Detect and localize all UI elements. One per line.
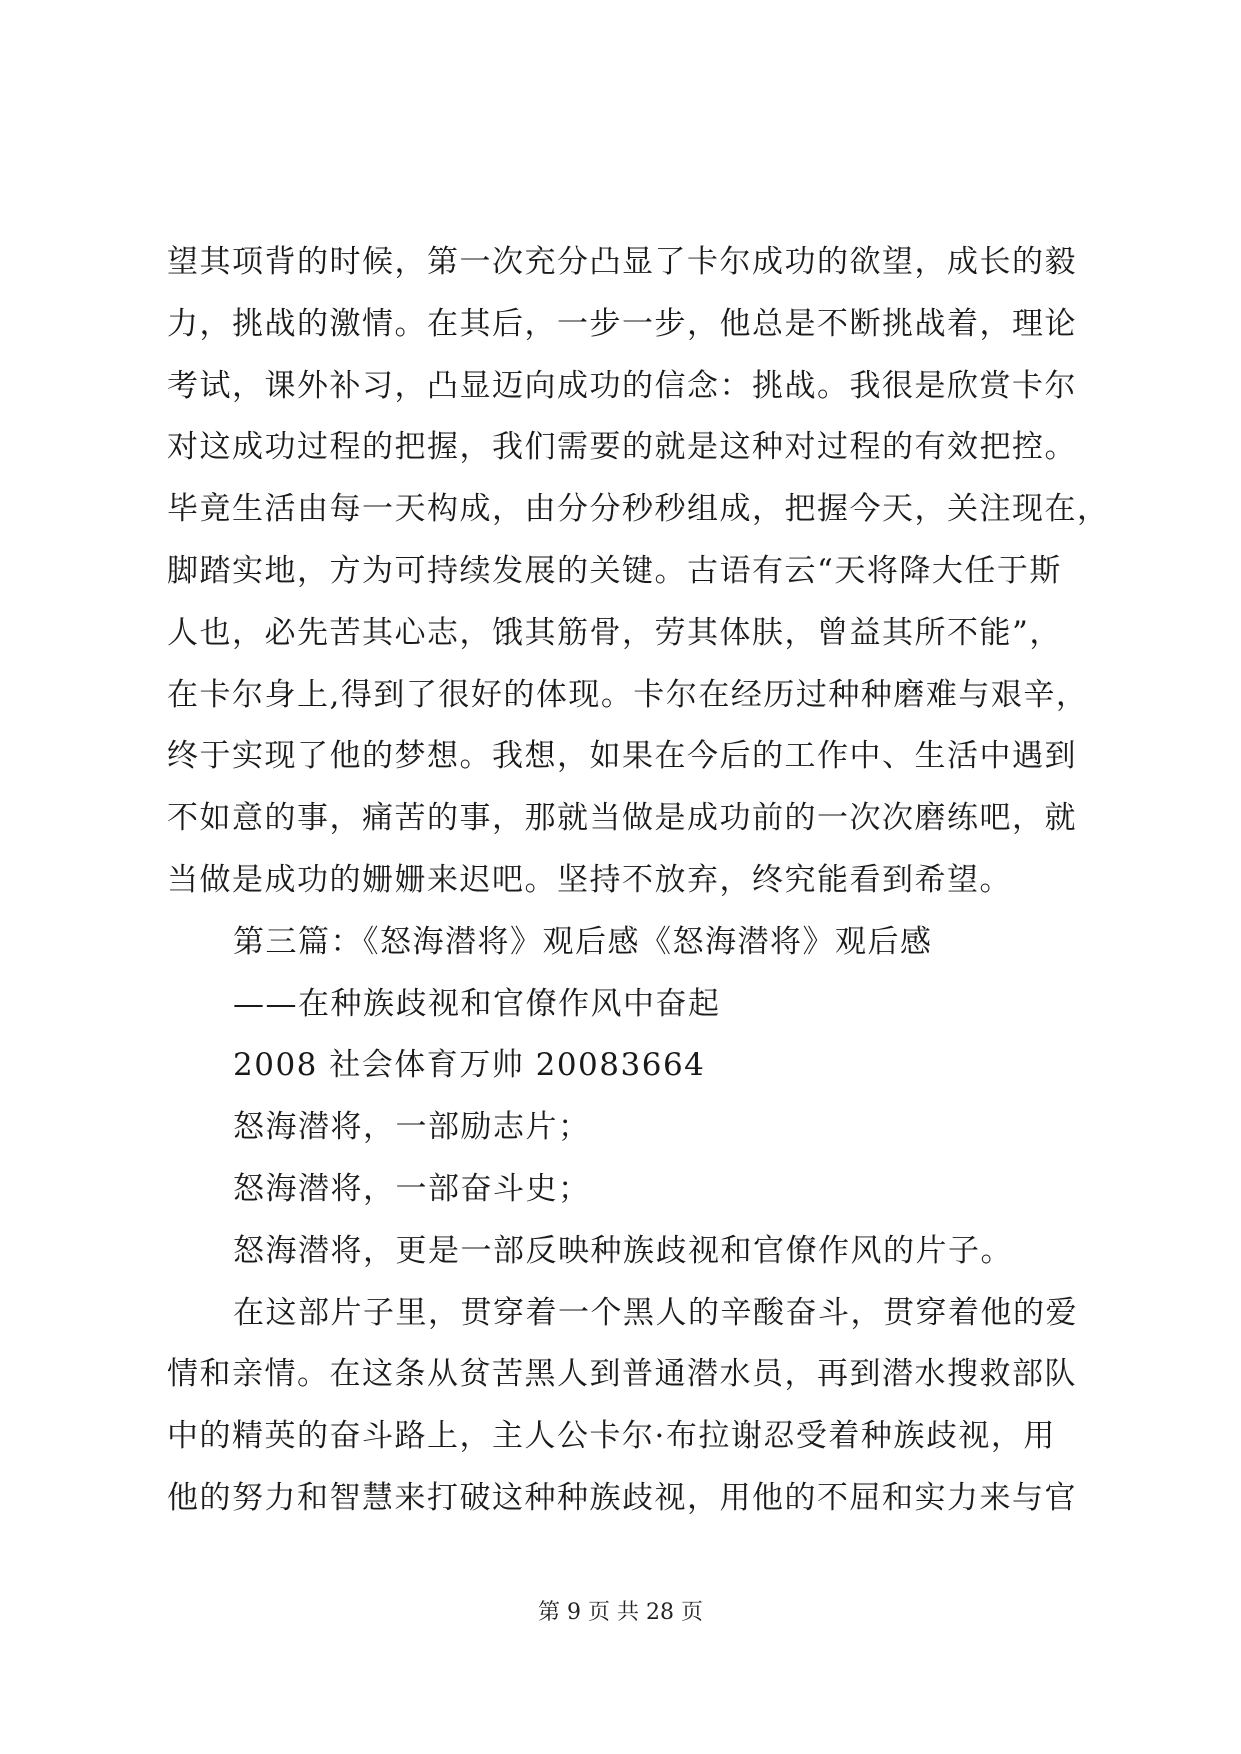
- text-line: 在这部片子里，贯穿着一个黑人的辛酸奋斗，贯穿着他的爱: [233, 1294, 1078, 1331]
- text-line: 怒海潜将，一部奋斗史；: [233, 1170, 591, 1207]
- text-line: 人也，必先苦其心志，饿其筋骨，劳其体肤，曾益其所不能”，: [167, 614, 1062, 651]
- text-line: 他的努力和智慧来打破这种种族歧视，用他的不屈和实力来与官: [167, 1479, 1077, 1516]
- text-line: 脚踏实地，方为可持续发展的关键。古语有云“天将降大任于斯: [167, 552, 1062, 589]
- text-line: 不如意的事，痛苦的事，那就当做是成功前的一次次磨练吧，就: [167, 800, 1077, 837]
- text-line: 考试，课外补习，凸显迈向成功的信念：挑战。我很是欣赏卡尔: [167, 367, 1077, 404]
- text-line: 对这成功过程的把握，我们需要的就是这种对过程的有效把控。: [167, 429, 1077, 466]
- text-line: 望其项背的时候，第一次充分凸显了卡尔成功的欲望，成长的毅: [167, 244, 1077, 280]
- text-line: 毕竟生活由每一天构成，由分分秒秒组成，把握今天，关注现在，: [167, 491, 1110, 528]
- text-line: 力，挑战的激情。在其后，一步一步，他总是不断挑战着，理论: [167, 305, 1077, 342]
- text-line: 终于实现了他的梦想。我想，如果在今后的工作中、生活中遇到: [167, 738, 1077, 775]
- section-heading: 第三篇：《怒海潜将》观后感《怒海潜将》观后感: [233, 923, 933, 960]
- text-line: 在卡尔身上,得到了很好的体现。卡尔在经历过种种磨难与艰辛，: [167, 676, 1089, 713]
- author-line: 2008 社会体育万帅 20083664: [233, 1047, 706, 1084]
- text-line: 中的精英的奋斗路上，主人公卡尔·布拉谢忍受着种族歧视，用: [167, 1418, 1056, 1455]
- text-line: 情和亲情。在这条从贫苦黑人到普通潜水员，再到潜水搜救部队: [167, 1356, 1077, 1393]
- text-line: 当做是成功的姗姗来迟吧。坚持不放弃，终究能看到希望。: [167, 861, 1012, 898]
- page-number-footer: 第 9 页 共 28 页: [538, 1600, 703, 1625]
- text-line: 怒海潜将，更是一部反映种族歧视和官僚作风的片子。: [233, 1232, 1013, 1269]
- section-subtitle: ——在种族歧视和官僚作风中奋起: [233, 985, 721, 1022]
- body-text: [167, 232, 1110, 1530]
- text-line: 怒海潜将，一部励志片；: [233, 1109, 591, 1146]
